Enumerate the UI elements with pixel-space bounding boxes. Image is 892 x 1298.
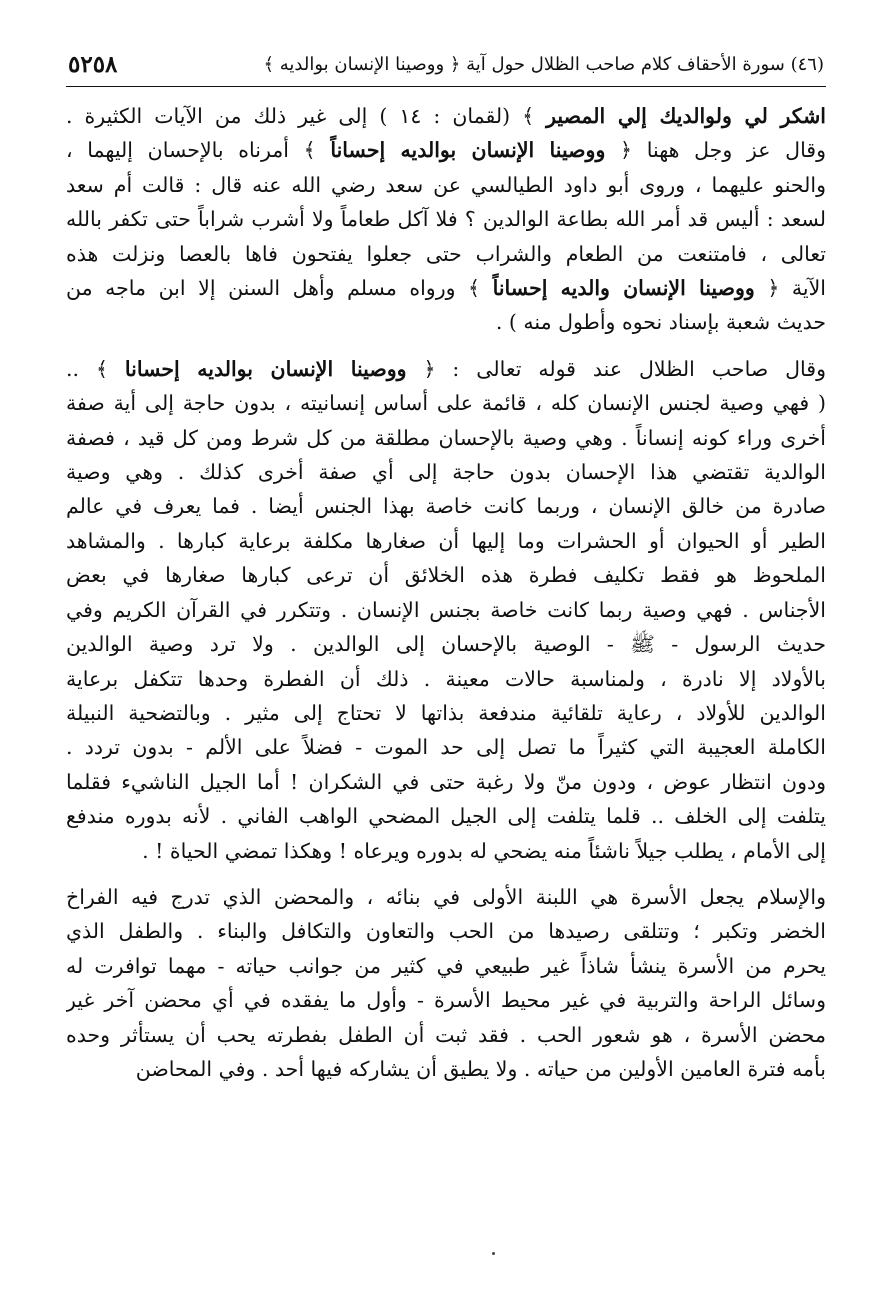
- text-segment: محضن الأسرة ، هو شعور الحب . فقد ثبت أن الطفل بفطرته يحب أن يستأثر وحده: [66, 1022, 826, 1047]
- paragraph: [66, 352, 826, 868]
- text-segment: تعالى ، فامتنعت من الطعام والشراب حتى جعلوا يفتحون فاها بالعصا ونزلت هذه: [66, 241, 826, 266]
- text-segment: الكاملة العجيبة التي كثيراً ما تصل إلى حد الموت - فضلاً على الألم - بدون تردد .: [66, 735, 826, 760]
- text-segment: ﴾ (لقمان : ١٤ ) إلى غير ذلك من الآيات الكثيرة .: [66, 104, 547, 128]
- text-line: [66, 305, 826, 339]
- paragraph: [66, 99, 826, 340]
- text-segment: إلى الأمام ، يطلب جيلاً ناشئاً منه يضحي له بدوره ويرعاه ! وهكذا تمضي الحياة ! .: [142, 838, 826, 863]
- quran-quote: ووصينا الإنسان بوالديه إحساناً: [330, 138, 606, 163]
- text-line: [66, 133, 826, 167]
- text-line: [66, 558, 826, 592]
- ink-dot: [492, 1252, 495, 1255]
- text-line: [66, 949, 826, 983]
- text-segment: يتلفت إلى الخلف .. قلما يتلفت إلى الجيل المضحي الواهب الفاني . لأنه بدوره مندفع: [66, 804, 826, 829]
- page-number: ٥٢٥٨: [68, 50, 118, 78]
- text-line: [66, 168, 826, 202]
- text-line: [66, 352, 826, 386]
- text-segment: بالأولاد إلا نادرة ، ولمناسبة حالات معينة . ذلك أن الفطرة وحدها تتكفل برعاية: [66, 666, 826, 691]
- text-line: [66, 983, 826, 1017]
- text-line: [66, 730, 826, 764]
- text-line: [66, 834, 826, 868]
- text-segment: يحرم من الأسرة ينشأ شاذاً غير طبيعي في كثير من جوانب حياته - مهما توافرت له: [66, 953, 826, 978]
- text-segment: الأجناس . فهي وصية ربما كانت خاصة بجنس الإنسان . وتتكرر في القرآن الكريم وفي: [66, 597, 826, 622]
- text-segment: لسعد : أليس قد أمر الله بطاعة الوالدين ؟ فلا آكل طعاماً ولا أشرب شراباً حتى تكفر بالله: [66, 207, 826, 232]
- text-segment: حديث الرسول - ﷺ - الوصية بالإحسان إلى الوالدين . ولا ترد وصية الوالدين: [66, 632, 826, 657]
- text-line: [66, 696, 826, 730]
- text-line: [66, 455, 826, 489]
- text-segment: الملحوظ هو فقط تكليف فطرة هذه الخلائق أن ترعى كبارها صغارها في بعض: [66, 563, 826, 588]
- text-segment: ﴾ ..: [66, 356, 125, 381]
- quran-quote: ووصينا الإنسان بوالديه إحسانا: [124, 356, 407, 381]
- text-segment: أخرى وراء كونه إنساناً . وهي وصية بالإحسان مطلقة من كل شرط ومن كل قيد ، فصفة: [66, 425, 826, 450]
- paragraph: [66, 880, 826, 1086]
- text-segment: ﴾ ورواه مسلم وأهل السنن إلا ابن ماجه من: [66, 276, 493, 301]
- text-line: [66, 914, 826, 948]
- book-page: [66, 42, 826, 1086]
- text-line: [66, 765, 826, 799]
- text-segment: والحنو عليهما ، وروى أبو داود الطيالسي عن سعد رضي الله عنه قال : قالت أم سعد: [66, 172, 826, 197]
- text-segment: ودون انتظار عوض ، ودون منّ ولا رغبة حتى في الشكران ! أما الجيل الناشيء فقلما: [66, 769, 826, 794]
- text-line: [66, 386, 826, 420]
- text-line: [66, 799, 826, 833]
- text-line: [66, 237, 826, 271]
- running-title: (٤٦) سورة الأحقاف كلام صاحب الظلال حول آية ﴿ ووصينا الإنسان بوالديه ﴾: [263, 53, 824, 75]
- text-line: [66, 421, 826, 455]
- text-line: [66, 627, 826, 661]
- page-header: [66, 42, 826, 87]
- text-segment: الطير أو الحيوان أو الحشرات وما إليها أن صغارها مكلفة برعاية كبارها . والمشاهد: [66, 528, 826, 553]
- text-line: [66, 99, 826, 133]
- text-line: [66, 524, 826, 558]
- text-line: [66, 1018, 826, 1052]
- text-segment: الوالدين للأولاد ، رعاية تلقائية مندفعة بذاتها لا تحتاج إلى مثير . وبالتضحية النبيلة: [66, 700, 826, 725]
- text-segment: الخضر وتكبر ؛ وتتلقى رصيدها من الحب والتعاون والتكافل والبناء . والطفل الذي: [66, 919, 826, 944]
- body-text: [66, 99, 826, 1086]
- text-segment: ( فهي وصية لجنس الإنسان كله ، قائمة على أساس إنسانيته ، بدون حاجة إلى أية صفة: [66, 391, 826, 416]
- text-line: [66, 1052, 826, 1086]
- text-segment: الوالدية تقتضي هذا الإحسان بدون حاجة إلى أي صفة أخرى كذلك . وهي وصية: [66, 460, 826, 485]
- text-segment: ﴾ أمرناه بالإحسان إليهما ،: [66, 138, 331, 163]
- text-line: [66, 202, 826, 236]
- text-line: [66, 593, 826, 627]
- text-segment: بأمه فترة العامين الأولين من حياته . ولا يطيق أن يشاركه فيها أحد . وفي المحاضن: [135, 1056, 826, 1081]
- text-segment: حديث شعبة بإسناد نحوه وأطول منه ) .: [495, 310, 826, 335]
- text-segment: صادرة من خالق الإنسان ، وربما كانت خاصة بهذا الجنس أيضا . فما يعرف في عالم: [66, 494, 826, 519]
- text-line: [66, 489, 826, 523]
- text-segment: الآية ﴿: [754, 276, 826, 301]
- text-line: [66, 662, 826, 696]
- text-segment: وسائل الراحة والتربية في غير محيط الأسرة - وأول ما يفقده في أي محضن آخر غير: [66, 988, 826, 1013]
- text-line: [66, 271, 826, 305]
- text-segment: وقال عز وجل ههنا ﴿: [605, 138, 826, 163]
- text-segment: وقال صاحب الظلال عند قوله تعالى : ﴿: [406, 356, 826, 381]
- text-line: [66, 880, 826, 914]
- text-segment: والإسلام يجعل الأسرة هي اللبنة الأولى في بنائه ، والمحضن الذي تدرج فيه الفراخ: [66, 884, 826, 909]
- quran-quote: ووصينا الإنسان والديه إحساناً: [492, 276, 755, 301]
- quran-quote: اشكر لي ولوالديك إلي المصير: [546, 104, 826, 128]
